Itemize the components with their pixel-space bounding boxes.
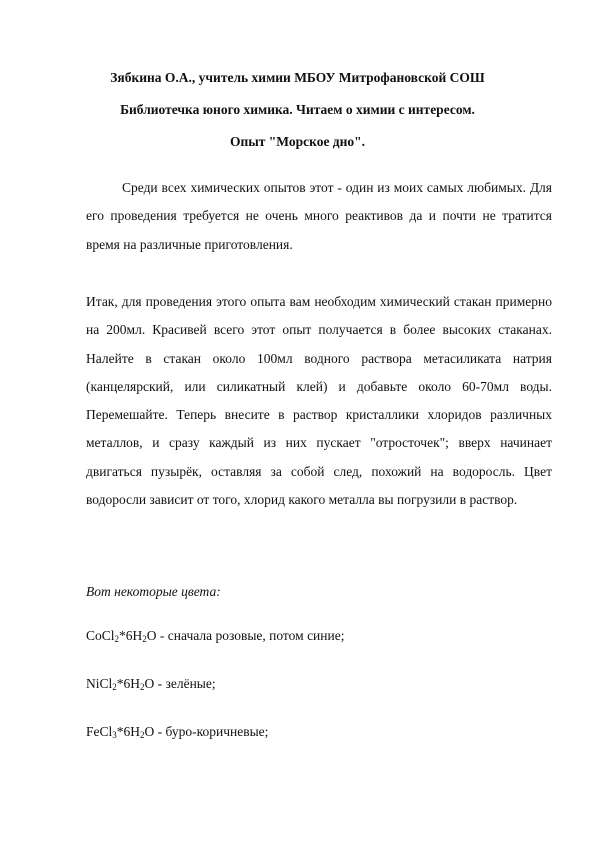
paragraph-procedure: Итак, для проведения этого опыта вам необходим химический стакан примерно на 200мл. Красивей всего этот опыт получается в более высоких стаканах. Налейте в стакан около 100мл водного раствора метасиликата натрия (канцелярский, или силикатный клей) и добавьте около 60-70мл воды. Перемешайте. Теперь внесите в раствор кристаллики хлоридов различных металлов, и сразу каждый из них пускает "отросточек"; вверх начинает двигаться пузырёк, оставляя за собой след, похожий на водоросль. Цвет водоросли зависит от того, хлорид какого металла вы погрузили в раствор.: [86, 294, 552, 508]
colors-title: Вот некоторые цвета:: [86, 584, 221, 599]
formula-cl: Cl: [101, 628, 115, 643]
series-line: Библиотечка юного химика. Читаем о химии с интересом.: [120, 102, 475, 117]
formula-metal: Fe: [86, 724, 100, 739]
author-line: Зябкина О.А., учитель химии МБОУ Митрофановской СОШ: [110, 70, 485, 85]
paragraph-intro: Среди всех химических опытов этот - один из моих самых любимых. Для его проведения требуется не очень много реактивов да и почти не тратится время на различные приготовления.: [86, 180, 552, 252]
formula-h-sub: 2: [140, 730, 145, 740]
formula-cl-sub: 3: [112, 730, 117, 740]
formula-hydrate: *6H: [119, 628, 143, 643]
formula-h-sub: 2: [140, 682, 145, 692]
formula-cl: Cl: [99, 676, 113, 691]
experiment-title: Опыт "Морское дно".: [229, 134, 366, 149]
formula-metal: Co: [86, 628, 102, 643]
formula-h-sub: 2: [142, 634, 147, 644]
color-item-cobalt: [86, 628, 344, 644]
formula-hydrate: *6H: [116, 724, 141, 739]
color-description: O - зелёные;: [144, 676, 216, 691]
color-item-iron: [86, 724, 268, 740]
formula-cl-sub: 2: [114, 634, 120, 644]
color-item-nickel: [86, 676, 216, 692]
formula-cl-sub: 2: [112, 682, 117, 692]
color-description: O - буро-коричневые;: [144, 724, 269, 739]
formula-hydrate: *6H: [116, 676, 141, 691]
color-description: O - сначала розовые, потом синие;: [146, 628, 345, 643]
formula-cl: Cl: [99, 724, 113, 739]
formula-metal: Ni: [86, 676, 100, 691]
